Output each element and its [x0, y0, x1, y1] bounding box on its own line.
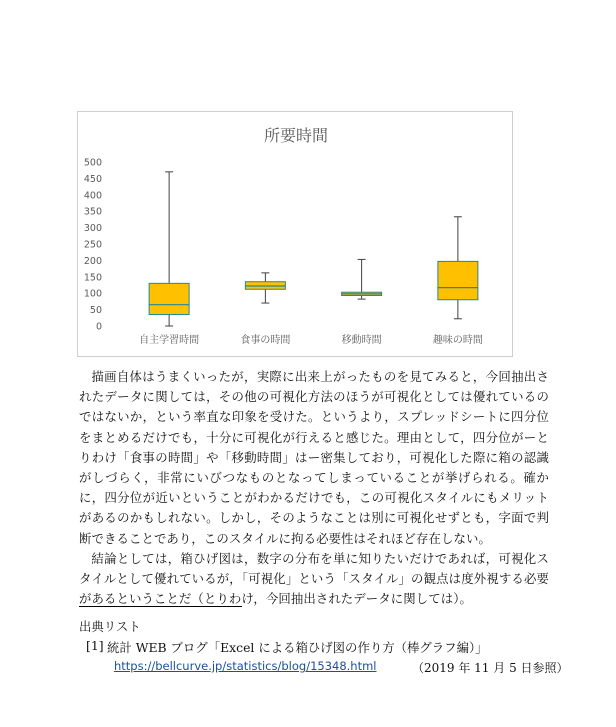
y-tick-label: 350	[83, 206, 102, 218]
box-2	[245, 273, 285, 303]
box	[149, 283, 189, 314]
y-tick-label: 200	[83, 255, 102, 267]
y-axis	[84, 158, 102, 333]
x-tick-label: 移動時間	[341, 335, 382, 346]
y-tick-label: 300	[83, 223, 102, 235]
footnote-separator	[79, 606, 242, 607]
reference-link[interactable]: https://bellcurve.jp/statistics/blog/15348.html	[114, 659, 377, 673]
y-tick-label: 50	[89, 305, 102, 317]
references-heading: 出典リスト	[79, 619, 141, 634]
box-4	[438, 217, 478, 319]
body-text	[79, 367, 549, 609]
x-tick-label: 食事の時間	[240, 335, 291, 346]
y-tick-label: 250	[83, 239, 102, 251]
y-tick-label: 450	[83, 173, 102, 185]
reference-access-date: （2019 年 11 月 5 日参照）	[412, 661, 569, 675]
chart-title: 所要時間	[263, 126, 329, 145]
boxplot-chart	[77, 111, 513, 357]
y-tick-label: 0	[95, 321, 102, 333]
y-tick-label: 150	[83, 272, 102, 284]
x-tick-label: 自主学習時間	[139, 335, 200, 346]
paragraph-2: 結論としては，箱ひげ図は，数字の分布を単に知りたいだけであれば，可視化スタイルとして優れているが，「可視化」という「スタイル」の観点は度外視する必要があるということだ（とりわけ，今回抽出されたデータに関しては）。	[79, 550, 549, 607]
y-tick-label: 100	[83, 288, 102, 300]
box-3	[342, 259, 382, 299]
y-tick-label: 500	[83, 157, 102, 169]
chart-canvas	[78, 112, 514, 358]
reference-title: 統計 WEB ブログ「Excel による箱ひげ図の作り方（棒グラフ編）」	[107, 640, 488, 655]
reference-number: [1]	[86, 638, 104, 653]
y-tick-label: 400	[83, 190, 102, 202]
paragraph-1: 描画自体はうまくいったが，実際に出来上がったものを見てみると，今回抽出されたデータに関しては，その他の可視化方法のほうが可視化としては優れているのではないか，という率直な印象を受けた。というより，スプレッドシートに四分位をまとめるだけでも，十分に可視化が行えると感じた。理由として，四分位がーとりわけ「食事の時間」や「移動時間」はー密集しており，可視化した際に箱の認識がしづらく，非常にいびつなものとなってしまっていることが挙げられる。確かに，四分位が近いということがわかるだけでも，この可視化スタイルにもメリットがあるのかもしれない。しかし，そのようなことは別に可視化せずとも，字面で判断できることであり，このスタイルに拘る必要性はそれほど存在しない。	[79, 369, 549, 546]
x-tick-label: 趣味の時間	[432, 335, 483, 346]
x-axis	[139, 333, 483, 346]
plot-area	[149, 172, 478, 326]
box	[438, 261, 478, 299]
box-1	[149, 172, 189, 326]
